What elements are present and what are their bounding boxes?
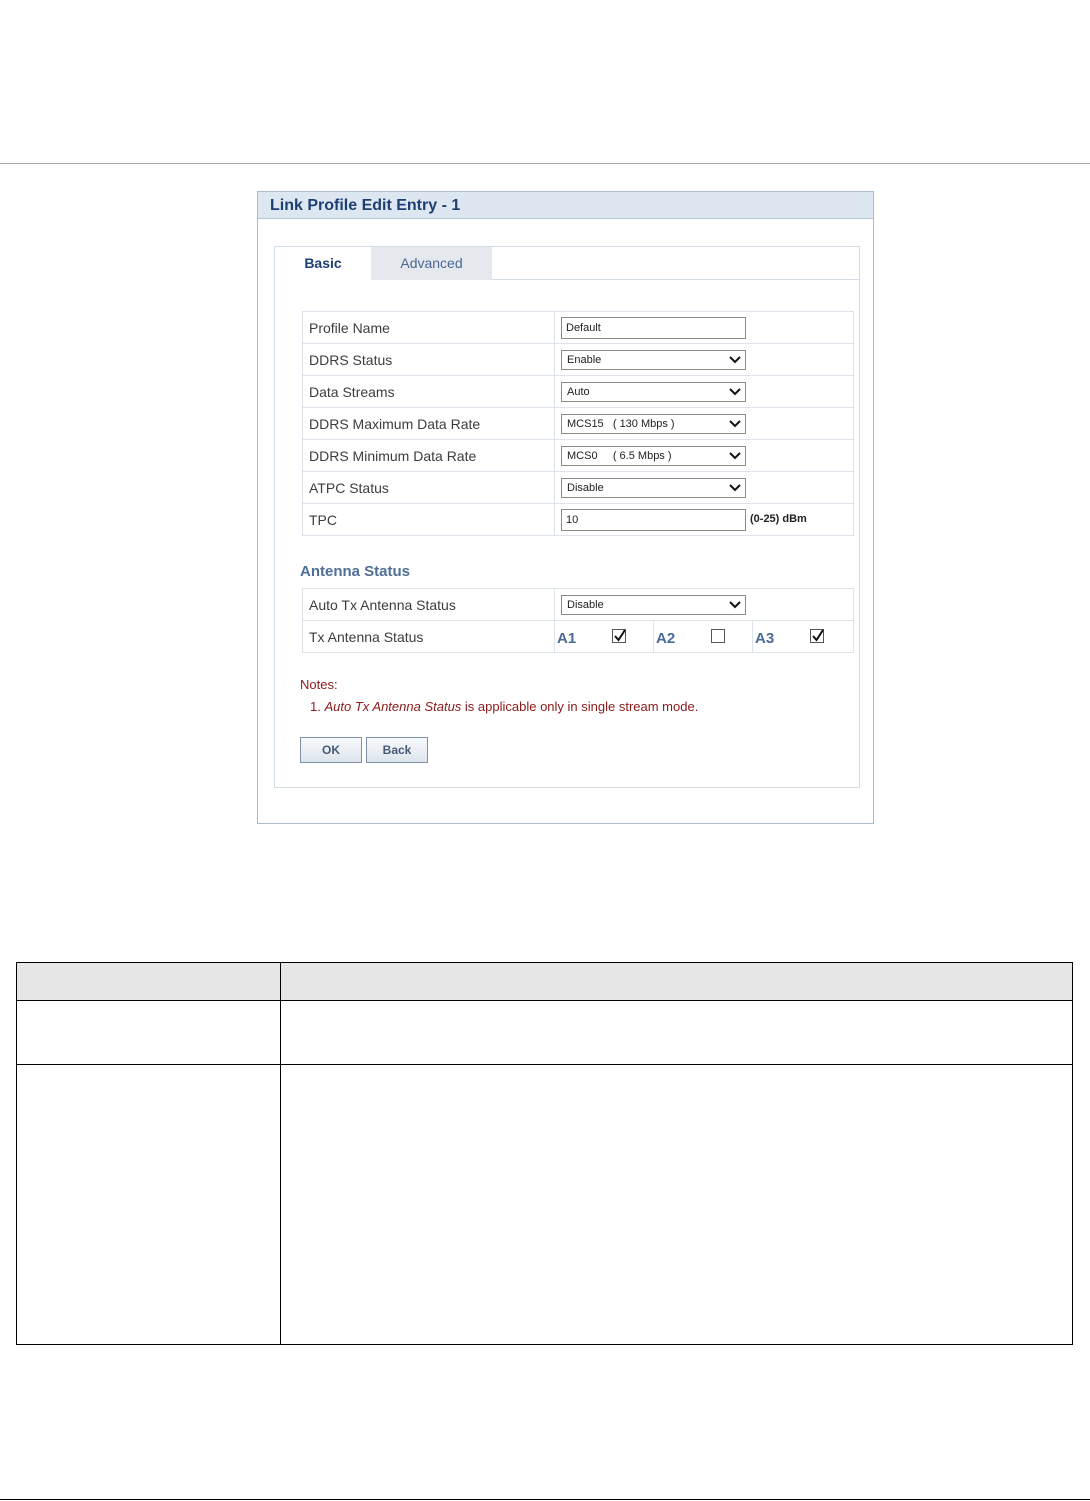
ddrs-max-rate-label: DDRS Maximum Data Rate <box>303 408 555 440</box>
row-ddrs-min-rate <box>303 440 854 472</box>
profile-name-input[interactable]: Default <box>561 317 746 339</box>
note-number: 1. <box>310 699 321 714</box>
tab-bar <box>275 247 859 280</box>
antenna-a2 <box>654 621 752 653</box>
auto-tx-antenna-select[interactable] <box>561 595 746 615</box>
row-auto-tx-antenna <box>303 589 854 621</box>
chevron-down-icon <box>728 598 742 612</box>
tx-antenna-status-label: Tx Antenna Status <box>303 621 555 653</box>
checkmark-icon <box>811 628 825 644</box>
chevron-down-icon <box>728 417 742 431</box>
note-emphasis: Auto Tx Antenna Status <box>324 699 462 714</box>
checkmark-icon <box>613 628 627 644</box>
antenna-a1-checkbox[interactable] <box>612 629 626 643</box>
notes-block <box>300 677 698 714</box>
antenna-a2-checkbox[interactable] <box>711 629 725 643</box>
panel-content <box>274 246 860 788</box>
row-tpc <box>303 504 854 536</box>
antenna-a3 <box>753 621 851 653</box>
row-ddrs-max-rate <box>303 408 854 440</box>
antenna-status-heading: Antenna Status <box>300 563 411 580</box>
antenna-a3-label: A3 <box>755 630 775 647</box>
antenna-a2-label: A2 <box>656 630 676 647</box>
ddrs-min-rate-select[interactable] <box>561 446 746 466</box>
ddrs-status-value: Enable <box>567 353 602 366</box>
profile-name-label: Profile Name <box>303 312 555 344</box>
antenna-a1 <box>555 621 653 653</box>
back-button[interactable]: Back <box>366 737 428 763</box>
table-row-divider <box>17 1064 1072 1065</box>
row-ddrs-status <box>303 344 854 376</box>
data-streams-value: Auto <box>567 385 590 398</box>
tpc-unit: (0-25) dBm <box>750 512 807 525</box>
ddrs-max-rate-select[interactable] <box>561 414 746 434</box>
tpc-input[interactable]: 10 <box>561 509 746 531</box>
ok-button[interactable]: OK <box>300 737 362 763</box>
antenna-a3-checkbox[interactable] <box>810 629 824 643</box>
auto-tx-antenna-value: Disable <box>567 598 604 611</box>
ddrs-min-rate-value: MCS0 ( 6.5 Mbps ) <box>567 449 672 462</box>
notes-heading: Notes: <box>300 677 338 692</box>
chevron-down-icon <box>728 353 742 367</box>
chevron-down-icon <box>728 449 742 463</box>
atpc-status-value: Disable <box>567 481 604 494</box>
note-text: is applicable only in single stream mode. <box>461 699 699 714</box>
ddrs-min-rate-label: DDRS Minimum Data Rate <box>303 440 555 472</box>
basic-settings-table <box>302 311 854 536</box>
antenna-a1-label: A1 <box>557 630 577 647</box>
atpc-status-select[interactable] <box>561 478 746 498</box>
table-column-divider <box>280 963 281 1344</box>
bottom-divider <box>0 1499 1090 1500</box>
row-data-streams <box>303 376 854 408</box>
table-header <box>17 963 1072 1001</box>
ddrs-status-select[interactable] <box>561 350 746 370</box>
row-atpc-status <box>303 472 854 504</box>
row-profile-name <box>303 312 854 344</box>
atpc-status-label: ATPC Status <box>303 472 555 504</box>
chevron-down-icon <box>728 385 742 399</box>
ddrs-status-label: DDRS Status <box>303 344 555 376</box>
panel-title: Link Profile Edit Entry - 1 <box>258 192 873 219</box>
chevron-down-icon <box>728 481 742 495</box>
antenna-settings-table <box>302 588 854 653</box>
data-streams-select[interactable] <box>561 382 746 402</box>
tab-advanced[interactable]: Advanced <box>371 247 492 280</box>
auto-tx-antenna-label: Auto Tx Antenna Status <box>303 589 555 621</box>
tpc-label: TPC <box>303 504 555 536</box>
note-item <box>310 699 698 714</box>
tab-basic[interactable]: Basic <box>275 247 371 281</box>
ddrs-max-rate-value: MCS15 ( 130 Mbps ) <box>567 417 675 430</box>
data-streams-label: Data Streams <box>303 376 555 408</box>
row-tx-antenna-status <box>303 621 854 653</box>
top-divider <box>0 163 1090 164</box>
description-table <box>16 962 1073 1345</box>
link-profile-panel <box>257 191 874 824</box>
